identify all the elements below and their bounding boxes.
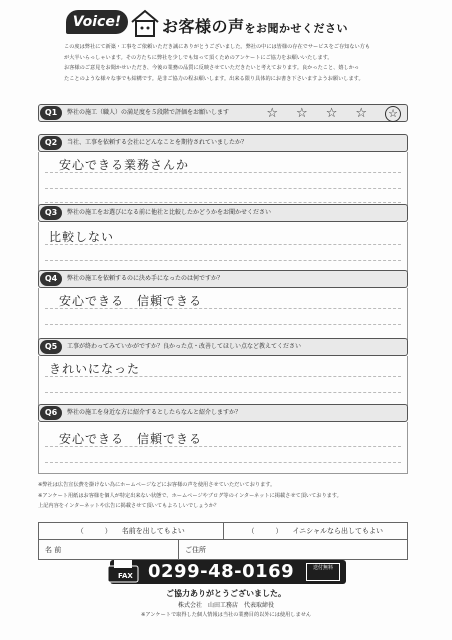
note-line: ※弊社は広告宣伝費を掛けない為にホームページなどにお客様の声を使用させていただいております。 [38, 482, 276, 488]
question-text: 工事が終わってみていかがですか？良かった点・改善してほしい点など教えてください [67, 343, 301, 350]
answer-area[interactable] [38, 152, 408, 206]
question-number: Q5 [40, 340, 62, 354]
fax-label: FAX [118, 572, 133, 580]
fax-number: 0299-48-0169 [148, 561, 295, 582]
privacy-note: ※アンケートで取得した個人情報は当社の業務目的以外には使用しません [140, 612, 312, 618]
question-number: Q3 [40, 206, 62, 220]
free-fax-stamp: 送付無料 [306, 563, 340, 581]
question-number: Q2 [40, 136, 62, 150]
survey-title [162, 14, 348, 37]
notes [38, 480, 418, 512]
question-header [38, 404, 408, 422]
answer-area[interactable] [38, 422, 408, 474]
answer-text: 安心できる 信頼できる [59, 432, 203, 446]
answer-area[interactable] [38, 222, 408, 272]
permission-option-initial[interactable] [224, 523, 408, 539]
answer-line [45, 172, 401, 173]
permission-checkbox[interactable]: （ ） [247, 527, 283, 535]
voice-badge: Voice! [66, 10, 128, 34]
permission-label: 名前を出してもよい [121, 527, 185, 535]
rating-stars [266, 106, 401, 122]
permission-options [38, 522, 408, 540]
answer-text: きれいになった [49, 362, 141, 376]
question-number: Q4 [40, 272, 62, 286]
house-icon [130, 8, 160, 38]
question-text: 弊社の施工をお選びになる前に他社と比較したかどうかをお聞かせください [67, 209, 272, 216]
question-text: 弊社の施工を依頼するのに決め手になったのは何ですか？ [67, 275, 224, 282]
address-label: ご住所 [185, 545, 206, 554]
question-1 [38, 104, 408, 122]
question-4 [38, 270, 408, 340]
question-header [38, 104, 408, 122]
star-icon[interactable]: ☆ [266, 106, 279, 121]
question-number: Q6 [40, 406, 62, 420]
question-text: 当社、工事を依頼する会社にどんなことを期待されていましたか？ [67, 139, 248, 146]
answer-area[interactable] [38, 356, 408, 406]
thanks-message: ご協力ありがとうございました。 [166, 589, 286, 598]
question-6 [38, 404, 408, 474]
fax-bar [110, 560, 346, 584]
star-icon[interactable]: ☆ [355, 106, 367, 121]
star-icon[interactable]: ☆ [296, 106, 308, 121]
circled-star-icon[interactable]: ☆ [385, 106, 401, 122]
intro-line: お客様のご意見をお聞かせいただき、今後の業務の品質に反映させていただきたいと考えております。良かったこと、嬉しかっ [64, 65, 360, 72]
address-field[interactable] [179, 540, 407, 559]
name-field[interactable] [39, 540, 179, 559]
question-3 [38, 204, 408, 272]
star-icon[interactable]: ☆ [325, 106, 338, 121]
question-header [38, 204, 408, 222]
answer-line [45, 308, 401, 309]
answer-text: 安心できる 信頼できる [59, 294, 203, 308]
contact-row [38, 540, 408, 560]
company-name: 株式会社 山田工務店 代表取締役 [177, 602, 274, 609]
permission-label: イニシャルなら出してもよい [292, 527, 384, 535]
answer-line [45, 446, 401, 447]
answer-line [45, 392, 401, 393]
permission-checkbox[interactable]: （ ） [76, 527, 112, 535]
survey-title-main: お客様の声 [162, 17, 245, 36]
note-line: 上記内容をインターネットや広告に掲載させて頂いてもよろしいでしょうか？ [38, 503, 220, 509]
question-2 [38, 134, 408, 206]
permission-option-name[interactable] [39, 523, 224, 539]
intro-line: この度は弊社にて新築・工事をご依頼いただき誠にありがとうございました。弊社の中には皆様の存在でサービスをご存知ない方も [64, 44, 371, 50]
answer-line [45, 244, 401, 245]
intro-line: たことのような様々な事でも結構です。是非ご協力の程お願いします。出来る限り具体的にお書き下さいますようお願いします。 [64, 75, 364, 82]
question-5 [38, 338, 408, 406]
answer-line [45, 260, 401, 261]
question-text: 弊社の施工（職人）の満足度を５段階で評価をお願いします [67, 109, 230, 116]
answer-text: 比較しない [49, 230, 115, 244]
intro-text [64, 42, 404, 84]
answer-line [45, 202, 401, 203]
fax-machine-icon [106, 558, 140, 584]
answer-line [45, 188, 401, 189]
answer-area[interactable] [38, 288, 408, 340]
answer-text: 安心できる業務さんか [59, 158, 190, 172]
survey-header [66, 8, 366, 42]
question-header [38, 134, 408, 152]
name-label: 名 前 [45, 545, 62, 554]
question-text: 弊社の施工を身近な方に紹介するとしたらなんと紹介しますか？ [67, 409, 242, 416]
note-line: ※アンケート用紙はお客様を個人が特定出来ない状態で、ホームページやブログ等のインターネットに掲載させて頂いております。 [38, 492, 342, 499]
question-header [38, 270, 408, 288]
answer-line [45, 376, 401, 377]
answer-line [45, 462, 401, 463]
intro-line: が大半いらっしゃいます。その方たちに弊社を少しでも知って頂くためのアンケートにご協力をお願いいたします。 [64, 54, 333, 61]
question-header [38, 338, 408, 356]
question-number: Q1 [40, 106, 62, 120]
answer-line [45, 324, 401, 325]
survey-title-suffix: をお聞かせください [244, 22, 349, 35]
